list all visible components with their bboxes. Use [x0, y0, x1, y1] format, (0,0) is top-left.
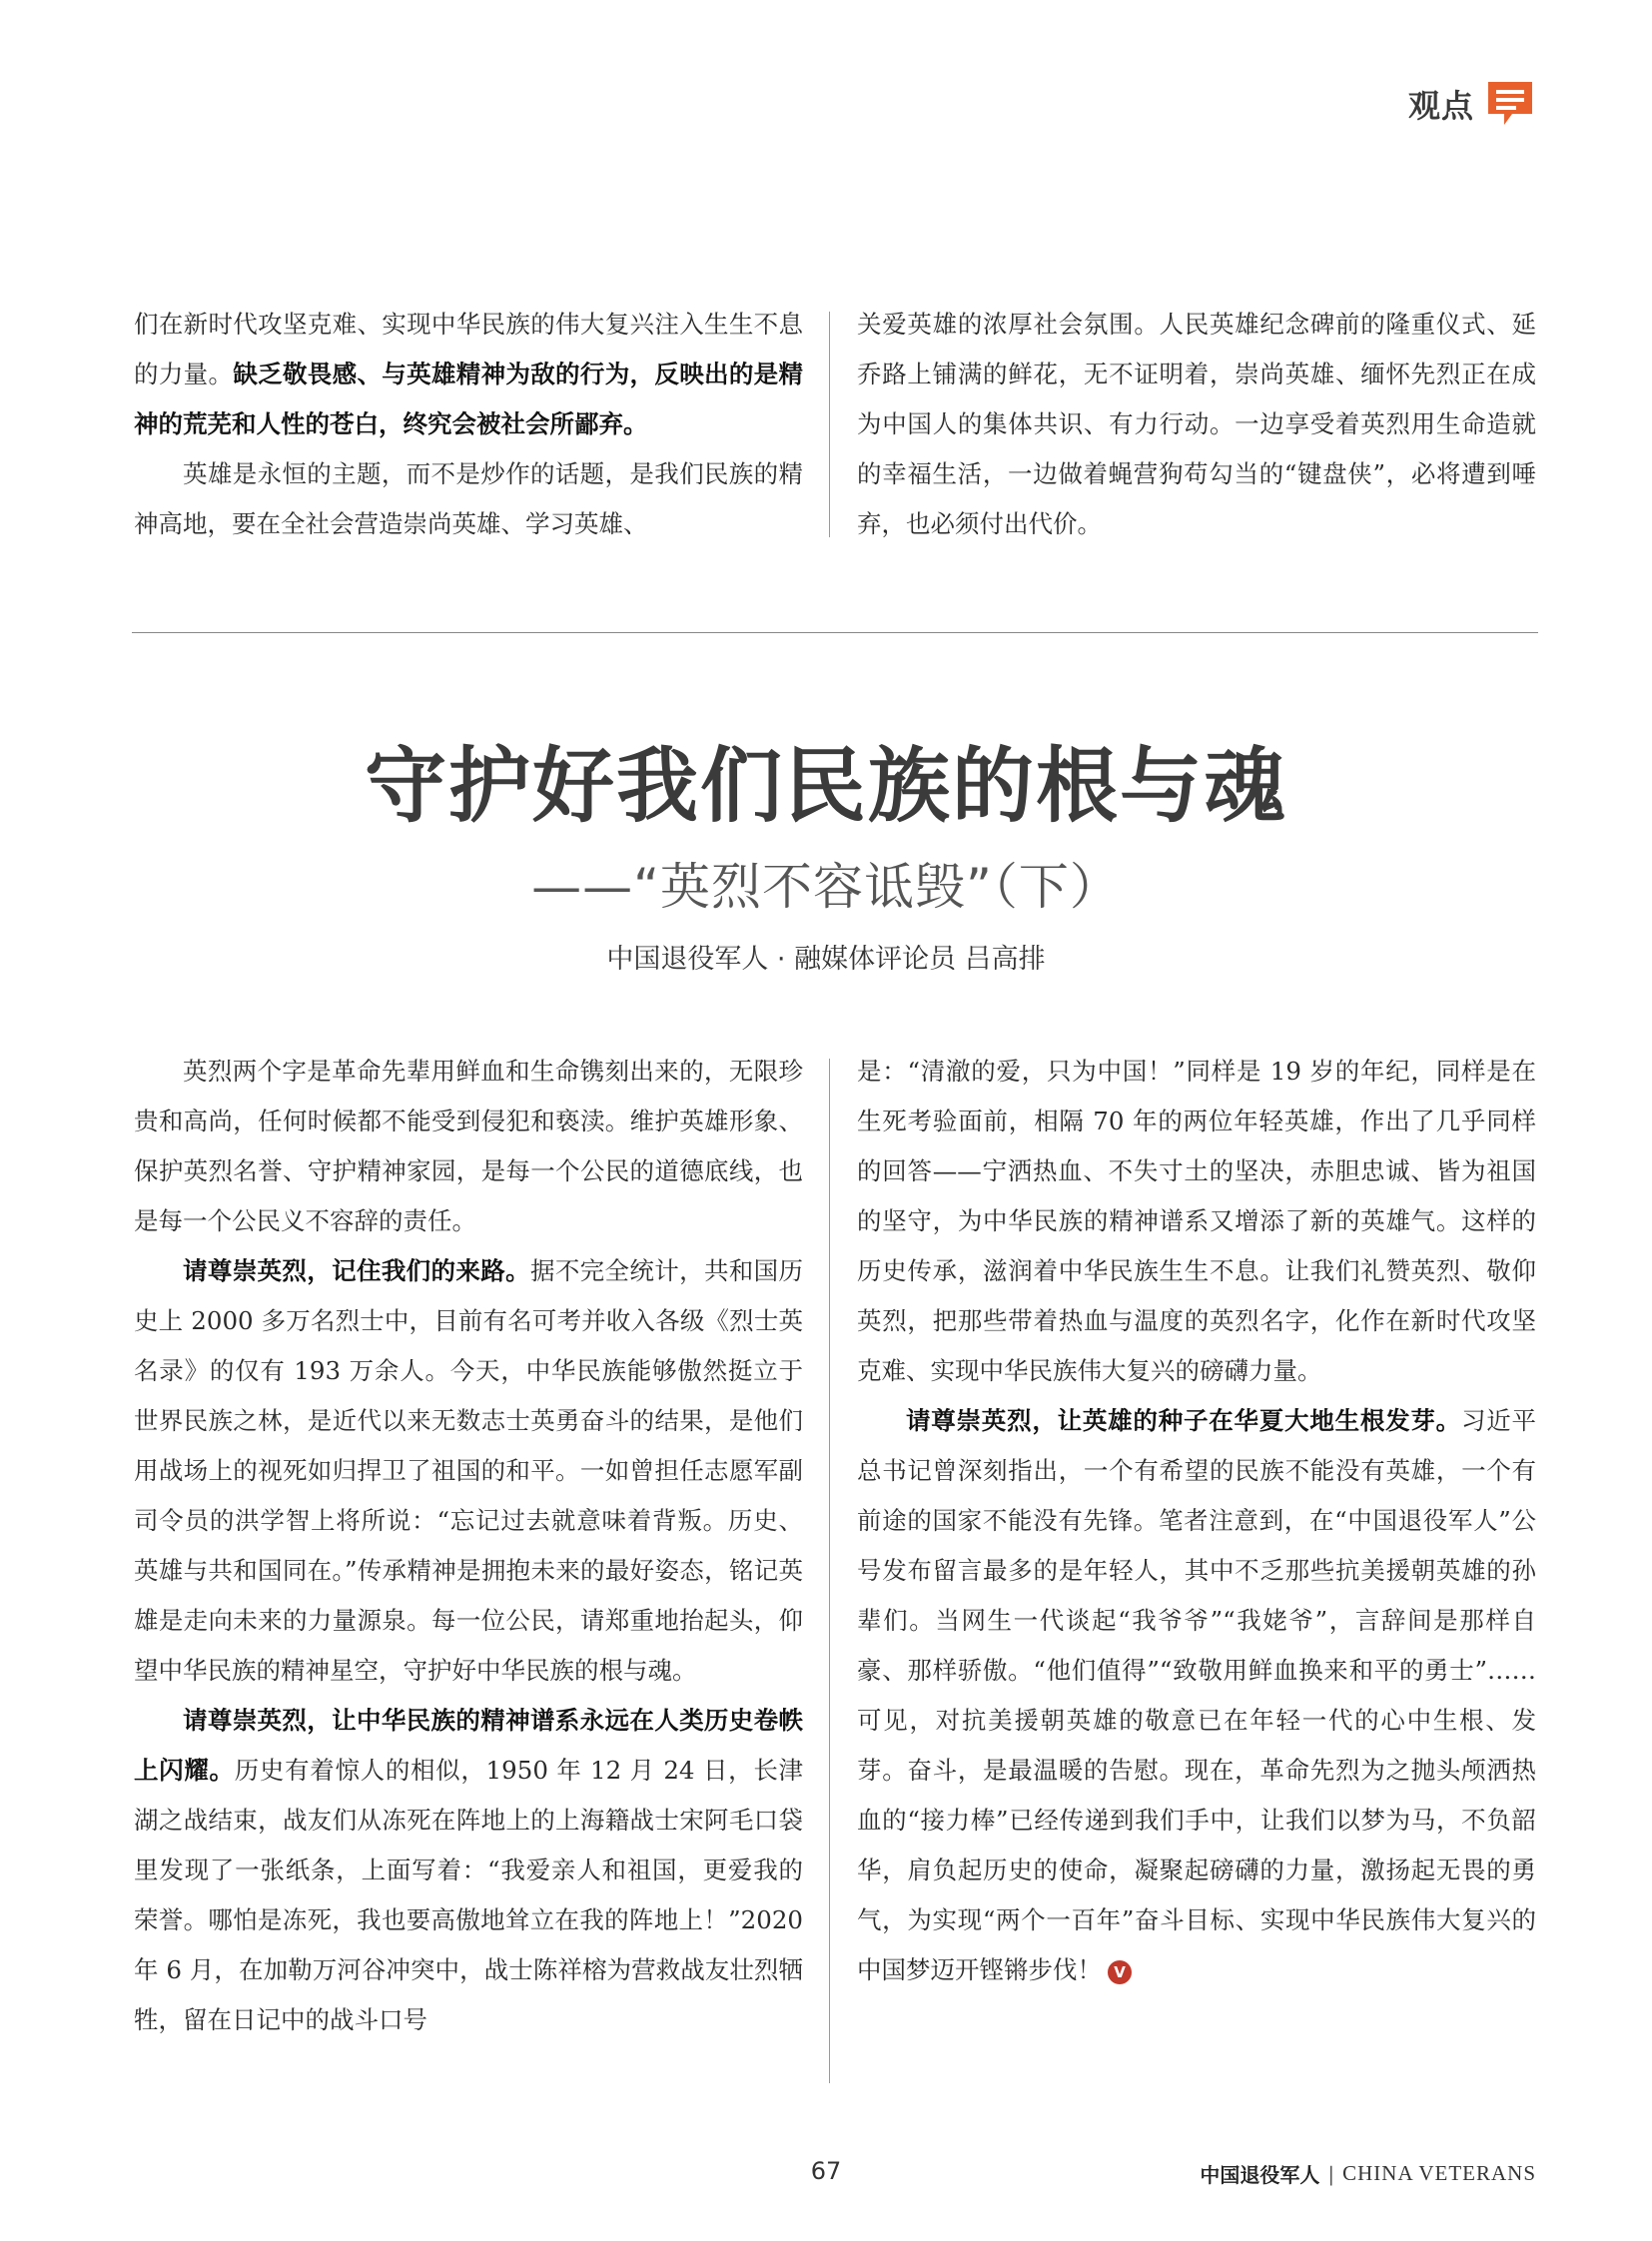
prev-paragraph-1-bold: 缺乏敬畏感、与英雄精神为敌的行为，反映出的是精神的荒芜和人性的苍白，终究会被社会所鄙弃。 — [134, 360, 804, 438]
article-subtitle: ——“英烈不容诋毁”（下） — [531, 858, 1121, 916]
footer-brand-cn: 中国退役军人 — [1200, 2163, 1320, 2187]
column-divider-main — [829, 1059, 830, 2083]
article-right-column — [857, 1047, 1536, 1995]
prev-paragraph-1 — [134, 300, 803, 449]
article-paragraph-3-text: 历史有着惊人的相似，1950 年 12 月 24 日，长津湖之战结束，战友们从冻死在阵地上的上海籍战士宋阿毛口袋里发现了一张纸条，上面写着：“我爱亲人和祖国，更爱我的荣誉。哪怕是冻死，我也要高傲地耸立在我的阵地上！”2020 年 6 月，在加勒万河谷冲突中，战士陈祥榕为营救战友壮烈牺牲，留在日记中的战斗口号 — [134, 1756, 804, 2034]
article-paragraph-1: 英烈两个字是革命先辈用鲜血和生命镌刻出来的，无限珍贵和高尚，任何时候都不能受到侵犯和亵渎。维护英雄形象、保护英烈名誉、守护精神家园，是每一个公民的道德底线，也是每一个公民义不容辞的责任。 — [134, 1057, 803, 1235]
article-paragraph-2-text: 据不完全统计，共和国历史上 2000 多万名烈士中，目前有名可考并收入各级《烈士英名录》的仅有 193 万余人。今天，中华民族能够傲然挺立于世界民族之林，是近代以来无数志士英勇奋斗的结果，是他们用战场上的视死如归捍卫了祖国的和平。一如曾担任志愿军副司令员的洪学智上将所说：“忘记过去就意味着背叛。历史、英雄与共和国同在。”传承精神是拥抱未来的最好姿态，铭记英雄是走向未来的力量源泉。每一位公民，请郑重地抬起头，仰望中华民族的精神星空，守护好中华民族的根与魂。 — [134, 1256, 804, 1685]
footer-brand — [1200, 2159, 1536, 2188]
article-paragraph-5 — [857, 1396, 1536, 1995]
article-paragraph-4: 是：“清澈的爱，只为中国！”同样是 19 岁的年纪，同样是在生死考验面前，相隔 70 年的两位年轻英雄，作出了几乎同样的回答——宁洒热血、不失寸土的坚决，赤胆忠诚、皆为祖国的坚守，为中华民族的精神谱系又增添了新的英雄气。这样的历史传承，滋润着中华民族生生不息。让我们礼赞英烈、敬仰英烈，把那些带着热血与温度的英烈名字，化作在新时代攻坚克难、实现中华民族伟大复兴的磅礴力量。 — [857, 1057, 1536, 1385]
column-divider-top — [829, 312, 830, 537]
footer-brand-en: CHINA VETERANS — [1342, 2161, 1536, 2185]
article-byline: 中国退役军人 · 融媒体评论员 吕高排 — [606, 944, 1046, 975]
page-number: 67 — [810, 2157, 842, 2185]
article-paragraph-5-text: 习近平总书记曾深刻指出，一个有希望的民族不能没有英雄，一个有前途的国家不能没有先锋。笔者注意到，在“中国退役军人”公号发布留言最多的是年轻人，其中不乏那些抗美援朝英雄的孙辈们。当网生一代谈起“我爷爷”“我姥爷”，言辞间是那样自豪、那样骄傲。“他们值得”“致敬用鲜血换来和平的勇士”……可见，对抗美援朝英雄的敬意已在年轻一代的心中生根、发芽。奋斗，是最温暖的告慰。现在，革命先烈为之抛头颅洒热血的“接力棒”已经传递到我们手中，让我们以梦为马，不负韶华，肩负起历史的使命，凝聚起磅礴的力量，激扬起无畏的勇气，为实现“两个一百年”奋斗目标、实现中华民族伟大复兴的中国梦迈开铿锵步伐！ — [857, 1406, 1537, 1984]
section-tag — [1408, 78, 1536, 130]
article-paragraph-3 — [134, 1696, 803, 2045]
section-label: 观点 — [1407, 87, 1474, 125]
end-mark-icon: V — [1108, 1960, 1132, 1984]
prev-article-left-column — [134, 300, 803, 549]
prev-paragraph-3: 关爱英雄的浓厚社会氛围。人民英雄纪念碑前的隆重仪式、延乔路上铺满的鲜花，无不证明着，崇尚英雄、缅怀先烈正在成为中国人的集体共识、有力行动。一边享受着英烈用生命造就的幸福生活，一边做着蝇营狗苟勾当的“键盘侠”，必将遭到唾弃，也必须付出代价。 — [857, 310, 1536, 538]
article-paragraph-2-bold: 请尊崇英烈，记住我们的来路。 — [183, 1256, 530, 1285]
article-paragraph-5-bold: 请尊崇英烈，让英雄的种子在华夏大地生根发芽。 — [906, 1406, 1461, 1435]
article-title: 守护好我们民族的根与魂 — [364, 739, 1287, 834]
comment-bubble-icon — [1484, 78, 1536, 130]
footer-separator: | — [1327, 2161, 1335, 2186]
article-left-column — [134, 1047, 803, 2045]
prev-paragraph-2: 英雄是永恒的主题，而不是炒作的话题，是我们民族的精神高地，要在全社会营造崇尚英雄、学习英雄、 — [134, 459, 803, 538]
section-divider — [132, 632, 1538, 633]
prev-paragraph-1-text: 们在新时代攻坚克难、实现中华民族的伟大复兴注入生生不息的力量。 — [134, 310, 803, 388]
prev-article-right-column — [857, 300, 1536, 549]
article-paragraph-3-bold: 请尊崇英烈，让中华民族的精神谱系永远在人类历史卷帙上闪耀。 — [134, 1706, 803, 1785]
article-paragraph-2 — [134, 1246, 803, 1696]
